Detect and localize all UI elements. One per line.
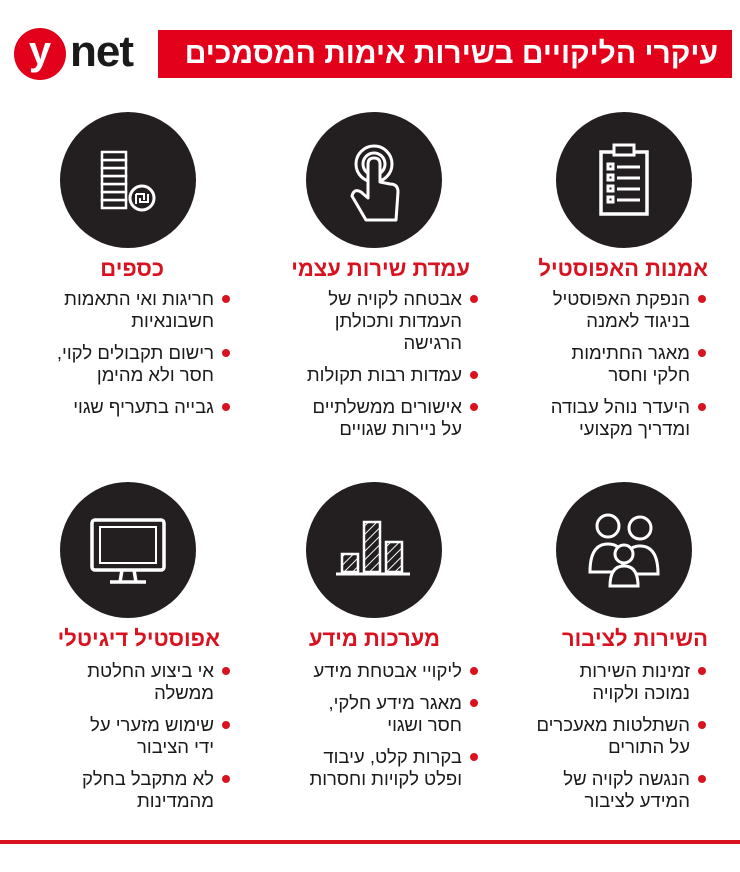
family-icon	[556, 482, 692, 618]
bullets-apostille-treaty	[508, 288, 708, 450]
title-bar	[158, 30, 732, 78]
bullet-item: מאגר מידע חלקי, חסר ושגוי	[260, 692, 480, 736]
bullet-item: מאגר החתימות חלקי וחסר	[508, 342, 708, 386]
bullet-item: בקרות קלט, עיבוד ופלט לקויות וחסרות	[260, 746, 480, 790]
ynet-logo[interactable]	[10, 28, 150, 80]
section-title-self-service: עמדת שירות עצמי	[291, 256, 470, 281]
bullet-item: לא מתקבל בחלק מהמדינות	[12, 768, 232, 812]
bullet-item: הנפקת האפוסטיל בניגוד לאמנה	[508, 288, 708, 332]
bullets-finances	[12, 288, 232, 428]
bullet-item: אי ביצוע החלטת ממשלה	[12, 660, 232, 704]
bullets-information-systems	[260, 660, 480, 800]
bottom-rule	[0, 840, 740, 844]
touch-finger-icon	[306, 112, 442, 248]
bullet-item: זמינות השירות נמוכה ולקויה	[508, 660, 708, 704]
bullet-item: היעדר נוהל עבודה ומדריך מקצועי	[508, 396, 708, 440]
page-title: עיקרי הליקויים בשירות אימות המסמכים	[184, 37, 718, 70]
bullets-self-service	[260, 288, 480, 450]
section-title-apostille-treaty: אמנות האפוסטיל	[538, 256, 708, 281]
bullet-item: ליקויי אבטחת מידע	[260, 660, 480, 682]
header	[10, 28, 732, 80]
monitor-icon	[60, 482, 196, 618]
bullet-item: השתלטות מאעכרים על התורים	[508, 714, 708, 758]
bullet-item: עמדות רבות תקולות	[260, 364, 480, 386]
bullet-item: הנגשה לקויה של המידע לציבור	[508, 768, 708, 812]
bullet-item: חריגות ואי התאמות חשבונאיות	[12, 288, 232, 332]
section-title-information-systems: מערכות מידע	[308, 626, 440, 651]
bullet-item: גבייה בתעריף שגוי	[12, 396, 232, 418]
bullet-item: שימוש מזערי על ידי הציבור	[12, 714, 232, 758]
bullets-public-service	[508, 660, 708, 822]
logo-net: net	[70, 27, 133, 76]
section-title-finances: כספים	[100, 256, 164, 281]
logo-y: y	[28, 29, 52, 73]
checklist-icon	[556, 112, 692, 248]
coins-shekel-icon	[60, 112, 196, 248]
section-title-digital-apostille: אפוסטיל דיגיטלי	[57, 626, 220, 651]
bullet-item: אישורים ממשלתיים על ניירות שגויים	[260, 396, 480, 440]
bar-chart-icon	[306, 482, 442, 618]
bullet-item: אבטחה לקויה של העמדות ותכולתן הרגישה	[260, 288, 480, 354]
bullet-item: רישום תקבולים לקוי, חסר ולא מהימן	[12, 342, 232, 386]
bullets-digital-apostille	[12, 660, 232, 822]
section-title-public-service: השירות לציבור	[561, 626, 708, 651]
